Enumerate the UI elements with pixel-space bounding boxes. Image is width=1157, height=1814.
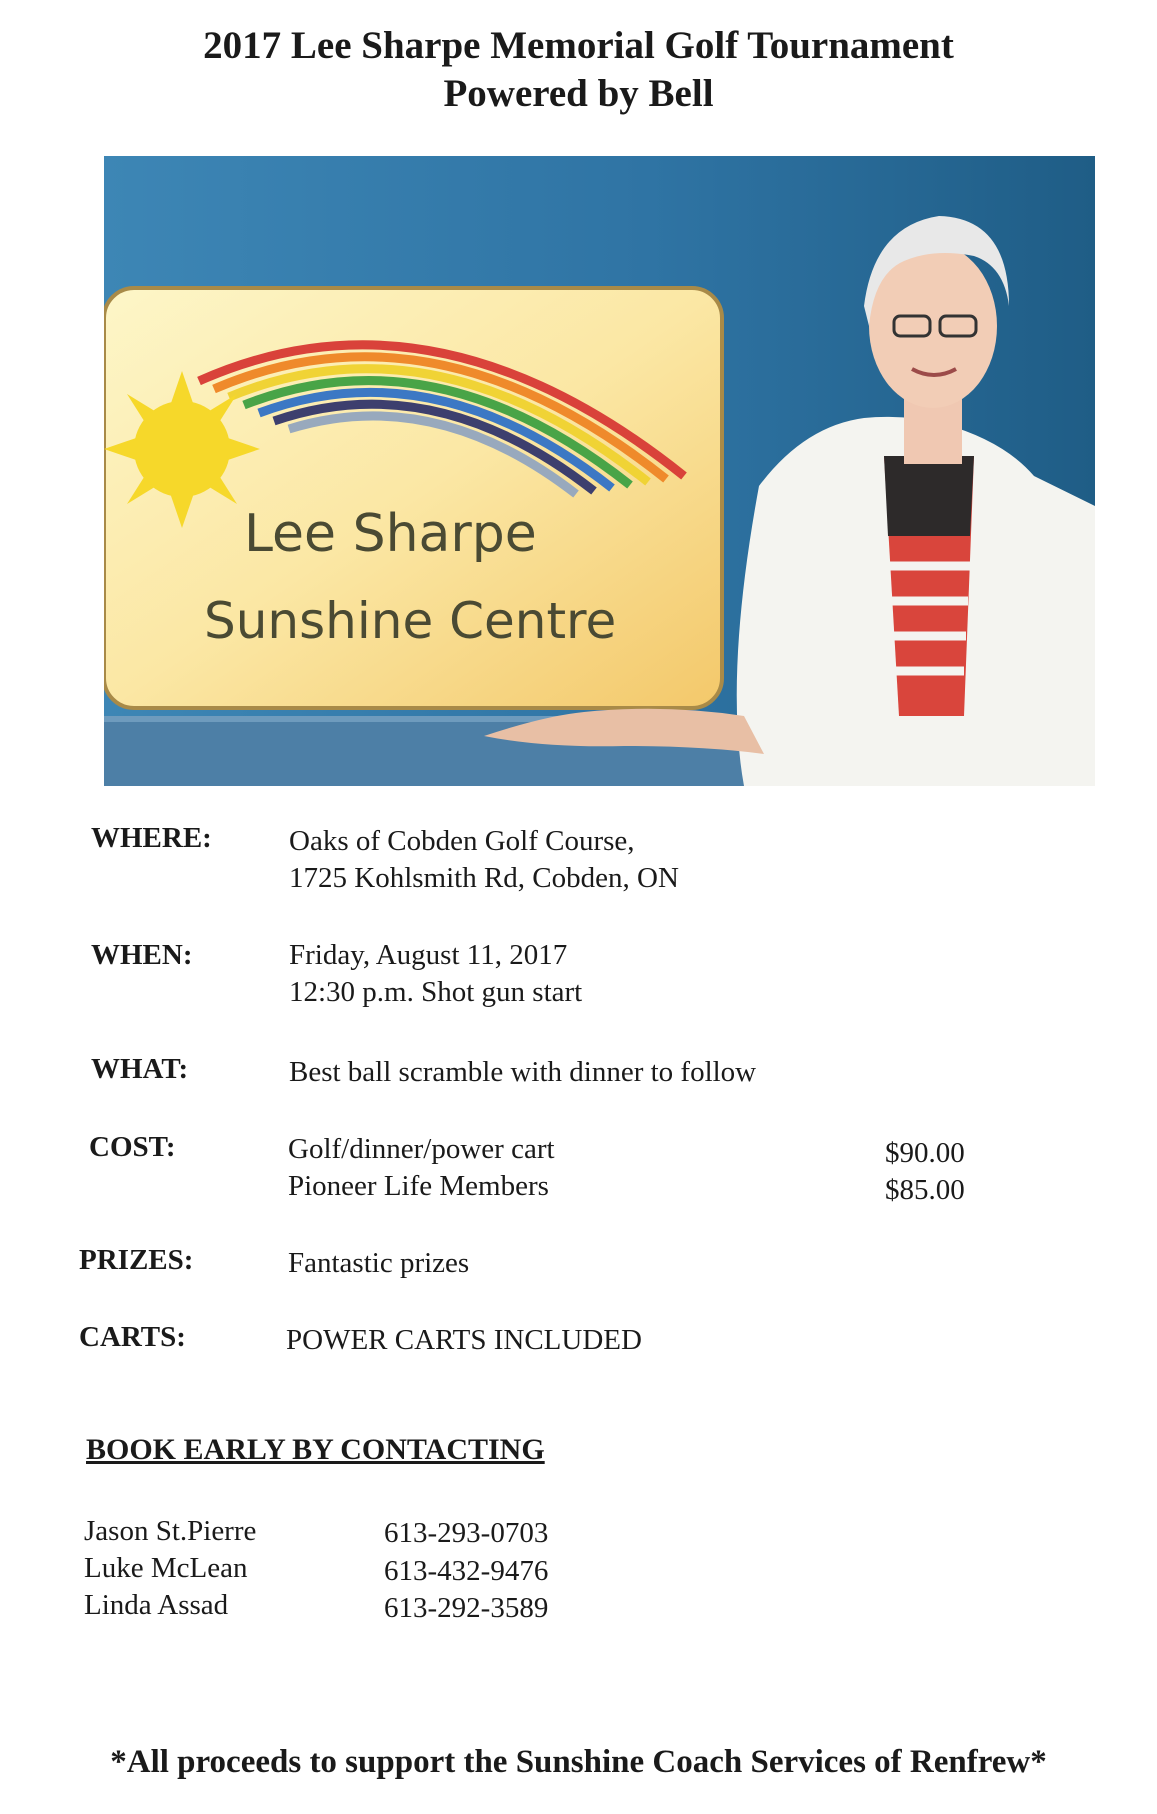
proceeds-note: *All proceeds to support the Sunshine Coach Services of Renfrew* bbox=[110, 1744, 1047, 1780]
where-line-1: Oaks of Cobden Golf Course, bbox=[289, 825, 635, 857]
when-label: WHEN: bbox=[91, 939, 193, 971]
when-line-1: Friday, August 11, 2017 bbox=[289, 939, 568, 971]
where-label: WHERE: bbox=[91, 822, 212, 854]
contact-phone: 613-432-9476 bbox=[384, 1555, 549, 1587]
sign-line-1: Lee Sharpe bbox=[244, 504, 537, 564]
event-photo bbox=[104, 156, 1095, 786]
what-value: Best ball scramble with dinner to follow bbox=[289, 1056, 757, 1088]
cost-item-price: $90.00 bbox=[885, 1137, 965, 1169]
title-line-2: Powered by Bell bbox=[443, 72, 714, 115]
contact-phone: 613-292-3589 bbox=[384, 1592, 549, 1624]
when-line-2: 12:30 p.m. Shot gun start bbox=[289, 976, 583, 1008]
page-title bbox=[0, 22, 1157, 118]
what-label: WHAT: bbox=[91, 1053, 189, 1085]
booking-heading: BOOK EARLY BY CONTACTING bbox=[86, 1433, 545, 1466]
title-line-1: 2017 Lee Sharpe Memorial Golf Tournament bbox=[203, 24, 954, 67]
contact-name: Jason St.Pierre bbox=[84, 1515, 257, 1547]
cost-item-desc: Pioneer Life Members bbox=[288, 1170, 549, 1202]
contact-name: Luke McLean bbox=[84, 1552, 248, 1584]
contact-name: Linda Assad bbox=[84, 1589, 229, 1621]
contact-phone: 613-293-0703 bbox=[384, 1517, 549, 1549]
prizes-label: PRIZES: bbox=[79, 1244, 194, 1276]
carts-value: POWER CARTS INCLUDED bbox=[286, 1324, 642, 1356]
cost-label: COST: bbox=[89, 1131, 176, 1163]
prizes-value: Fantastic prizes bbox=[288, 1247, 470, 1279]
carts-label: CARTS: bbox=[79, 1321, 186, 1353]
cost-item-price: $85.00 bbox=[885, 1174, 965, 1206]
sign-line-2: Sunshine Centre bbox=[204, 592, 617, 650]
cost-item-desc: Golf/dinner/power cart bbox=[288, 1133, 555, 1165]
where-line-2: 1725 Kohlsmith Rd, Cobden, ON bbox=[289, 862, 679, 894]
